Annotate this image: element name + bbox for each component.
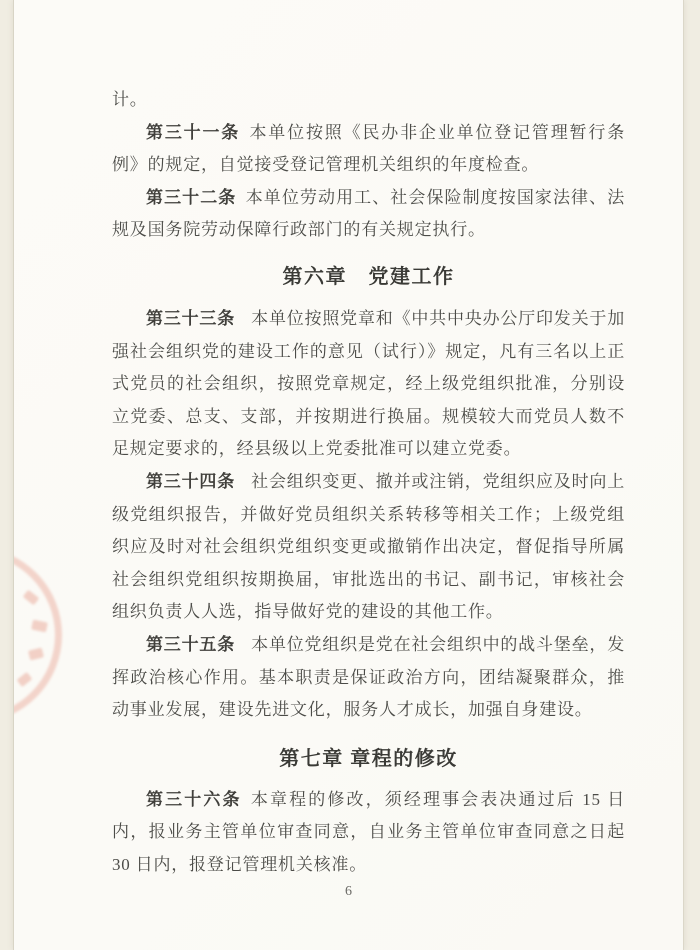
article-31-text: 本单位按照《民办非企业单位登记管理暂行条例》的规定，自觉接受登记管理机关组织的年度检查。 — [112, 122, 626, 175]
seal-glyph-mark — [31, 620, 48, 633]
article-34-text: 社会组织变更、撤并或注销，党组织应及时向上级党组织报告，并做好党员组织关系转移等相关工作；上级党组织应及时对社会组织党组织变更或撤销作出决定，督促指导所属社会组织党组织按期换届，审批选出的书记、副书记，审核社会组织负责人人选，指导做好党的建设的其他工作。 — [112, 471, 625, 622]
article-31-number: 第三十一条 — [146, 122, 241, 142]
continuation-line — [112, 84, 625, 117]
chapter-7-heading: 第七章 章程的修改 — [279, 747, 458, 770]
article-35-text: 本单位党组织是党在社会组织中的战斗堡垒，发挥政治核心作用。基本职责是保证政治方向，团结凝聚群众，推动事业发展，建设先进文化，服务人才成长，加强自身建设。 — [112, 634, 625, 720]
seal-glyph-mark — [23, 590, 40, 606]
article-31-paragraph — [112, 117, 625, 182]
seal-glyph-mark — [17, 672, 33, 687]
article-32-text: 本单位劳动用工、社会保险制度按国家法律、法规及国务院劳动保障行政部门的有关规定执行。 — [112, 187, 625, 240]
article-33-number: 第三十三条 — [146, 308, 236, 328]
article-34-number: 第三十四条 — [146, 471, 236, 491]
chapter-6-heading: 第六章 党建工作 — [282, 265, 455, 288]
seal-glyph-mark — [28, 647, 44, 660]
article-36-number: 第三十六条 — [146, 789, 242, 809]
article-36-text: 本章程的修改，须经理事会表决通过后 15 日内，报业务主管单位审查同意，自业务主管单位审查同意之日起 30 日内，报登记管理机关核准。 — [112, 789, 625, 874]
red-seal-partial-icon — [13, 547, 62, 723]
body-text — [112, 84, 625, 881]
seal-ring — [13, 547, 62, 723]
article-33-paragraph — [112, 303, 625, 466]
article-35-number: 第三十五条 — [146, 634, 236, 654]
article-34-paragraph — [112, 466, 625, 629]
article-32-paragraph — [112, 182, 625, 247]
document-page — [13, 0, 684, 950]
page-number: 6 — [345, 884, 352, 899]
article-33-text: 本单位按照党章和《中共中央办公厅印发关于加强社会组织党的建设工作的意见（试行）》规定，凡有三名以上正式党员的社会组织，按照党章规定，经上级党组织批准，分别设立党委、总支、支部，并按期进行换届。规模较大而党员人数不足规定要求的，经县级以上党委批准可以建立党委。 — [112, 308, 625, 459]
article-32-number: 第三十二条 — [146, 187, 237, 207]
article-35-paragraph — [112, 629, 625, 727]
continuation-text: 计。 — [112, 90, 148, 109]
article-36-paragraph — [112, 784, 625, 882]
